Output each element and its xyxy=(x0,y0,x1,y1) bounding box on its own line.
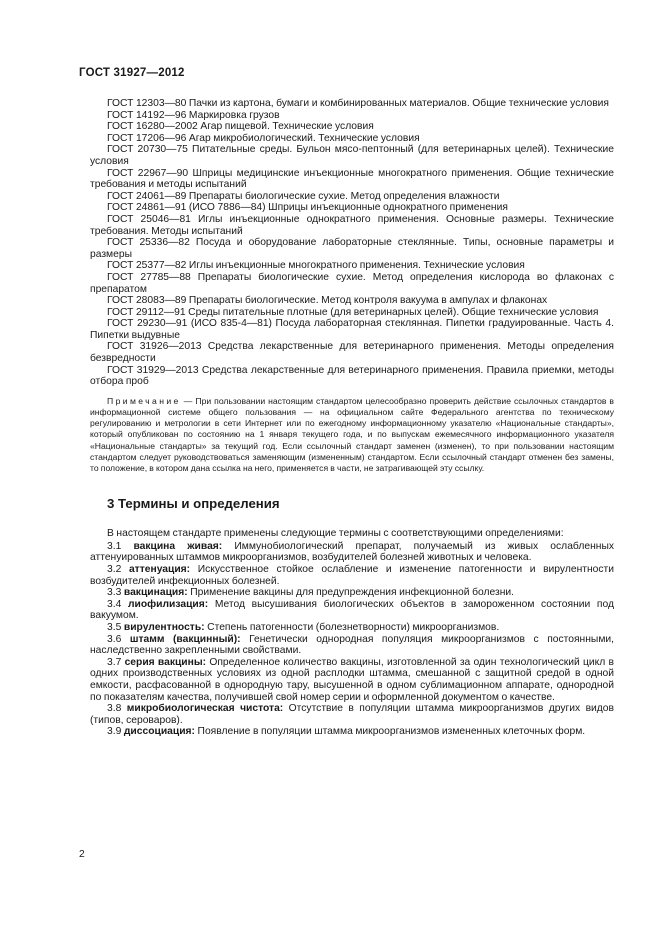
note-block xyxy=(90,396,614,474)
term-definition: Появление в популяции штамма микроорганизмов измененных клеточных форм. xyxy=(197,726,586,738)
term-name: вакцинация: xyxy=(123,587,188,599)
term-entry xyxy=(90,599,614,622)
term-name: микробиологическая чистота: xyxy=(126,703,284,715)
term-name: вирулентность: xyxy=(123,622,205,634)
reference-item: ГОСТ 20730—75 Питательные среды. Бульон мясо-пептонный (для ветеринарных целей). Технические условия xyxy=(90,144,614,167)
term-definition: Степень патогенности (болезнетворности) микроорганизмов. xyxy=(207,622,500,634)
term-definition: Искусственное стойкое ослабление и изменение патогенности и вирулентности возбудителей инфекционных болезней. xyxy=(90,564,615,587)
reference-item: ГОСТ 28083—89 Препараты биологические. Метод контроля вакуума в ампулах и флаконах xyxy=(107,295,548,307)
term-entry xyxy=(90,703,614,726)
term-entry xyxy=(90,634,614,657)
reference-item: ГОСТ 14192—96 Маркировка грузов xyxy=(107,109,280,121)
terms-list xyxy=(90,541,614,738)
term-entry xyxy=(90,657,614,703)
term-number: 3.9 xyxy=(107,726,122,738)
term-name: серия вакцины: xyxy=(124,656,207,668)
term-name: диссоциация: xyxy=(123,726,195,738)
reference-item: ГОСТ 31926—2013 Средства лекарственные для ветеринарного применения. Методы определения безвредности xyxy=(90,341,614,365)
reference-item: ГОСТ 25377—82 Иглы инъекционные многократного применения. Технические условия xyxy=(107,260,525,272)
term-number: 3.5 xyxy=(107,622,122,634)
reference-item: ГОСТ 25336—82 Посуда и оборудование лабораторные стеклянные. Типы, основные параметры и размеры xyxy=(90,237,614,260)
term-name: лиофилизация: xyxy=(127,598,209,610)
section-title: 3 Термины и определения xyxy=(107,496,280,512)
document-header: ГОСТ 31927—2012 xyxy=(79,67,185,79)
term-name: штамм (вакцинный): xyxy=(129,633,241,645)
term-definition: Генетически однородная популяция микроорганизмов с постоянными, наследственно закрепленными свойствами. xyxy=(90,633,615,657)
reference-item: ГОСТ 29230—91 (ИСО 835-4—81) Посуда лабораторная стеклянная. Пипетки градуированные. Часть 4. Пипетки выдувные xyxy=(90,318,614,341)
term-entry xyxy=(90,587,614,599)
reference-item: ГОСТ 24861—91 (ИСО 7886—84) Шприцы инъекционные однократного применения xyxy=(107,202,508,214)
term-number: 3.3 xyxy=(107,587,122,599)
reference-item: ГОСТ 29112—91 Среды питательные плотные (для ветеринарных целей). Общие технические условия xyxy=(107,306,599,318)
term-number: 3.4 xyxy=(107,598,122,610)
term-definition: Отсутствие в популяции штамма микроорганизмов других видов (типов, сероваров). xyxy=(90,703,615,726)
reference-item: ГОСТ 17206—96 Агар микробиологический. Технические условия xyxy=(107,132,420,144)
term-definition: Иммунобиологический препарат, получаемый из живых ослабленных аттенуированных штаммов микроорганизмов, возбудителей болезней животных и человека. xyxy=(90,540,615,564)
term-number: 3.1 xyxy=(107,540,122,552)
term-entry xyxy=(90,541,614,564)
reference-list xyxy=(90,98,614,388)
note-text: — При пользовании настоящим стандартом целесообразно проверить действие ссылочных стандартов в информационной системе общего пользования — на официальном сайте Федерального агентства по техническому регулированию и метрологии в сети Интернет или по ежегодному информационному указателю «Национальные стандарты», который опубликован по состоянию на 1 января текущего года, и по выпускам ежемесячного информационного указателя «Национальные стандарты» за текущий год. Если ссылочный стандарт заменен (изменен), то при пользовании настоящим стандартом следует руководствоваться заменяющим (измененным) стандартом. Если ссылочный стандарт отменен без замены, то положение, в котором дана ссылка на него, применяется в части, не затрагивающей эту ссылку. xyxy=(90,395,614,474)
term-definition: Применение вакцины для предупреждения инфекционной болезни. xyxy=(190,587,515,599)
term-definition: Метод высушивания биологических объектов в замороженном состоянии под вакуумом. xyxy=(90,598,615,622)
reference-item: ГОСТ 31929—2013 Средства лекарственные для ветеринарного применения. Правила приемки, методы отбора проб xyxy=(90,364,614,388)
reference-item: ГОСТ 27785—88 Препараты биологические сухие. Метод определения кислорода во флаконах с препаратом xyxy=(90,271,614,295)
reference-item: ГОСТ 16280—2002 Агар пищевой. Технические условия xyxy=(107,121,374,133)
term-definition: Определенное количество вакцины, изготовленной за один технологический цикл в одних производственных условиях из одной расплодки штамма, смешанной с защитной средой в одной емкости, расфасованной в однородную тару, высушенной в одном сублимационном аппарате, однородной по показателям качества, получившей свой номер серии и оформленной документом о качестве. xyxy=(90,656,614,703)
reference-item: ГОСТ 22967—90 Шприцы медицинские инъекционные многократного применения. Общие технические требования и методы испытаний xyxy=(90,167,614,191)
term-number: 3.7 xyxy=(107,656,122,668)
note-paragraph xyxy=(90,396,614,474)
page-number: 2 xyxy=(79,849,85,860)
term-entry xyxy=(90,622,614,634)
term-number: 3.2 xyxy=(107,564,122,576)
term-entry xyxy=(90,726,614,738)
term-name: вакцина живая: xyxy=(133,540,223,552)
term-entry xyxy=(90,564,614,587)
section-intro: В настоящем стандарте применены следующие термины с соответствующими определениями: xyxy=(107,528,564,540)
term-number: 3.6 xyxy=(107,633,122,645)
term-number: 3.8 xyxy=(107,703,122,715)
reference-item: ГОСТ 25046—81 Иглы инъекционные однократного применения. Основные размеры. Технические требования. Методы испытаний xyxy=(90,213,614,237)
note-label: Примечание xyxy=(107,395,181,406)
reference-item: ГОСТ 12303—80 Пачки из картона, бумаги и комбинированных материалов. Общие технические условия xyxy=(107,98,610,109)
reference-item: ГОСТ 24061—89 Препараты биологические сухие. Метод определения влажности xyxy=(107,190,500,202)
term-name: аттенуация: xyxy=(128,564,191,576)
page-content xyxy=(90,98,614,738)
